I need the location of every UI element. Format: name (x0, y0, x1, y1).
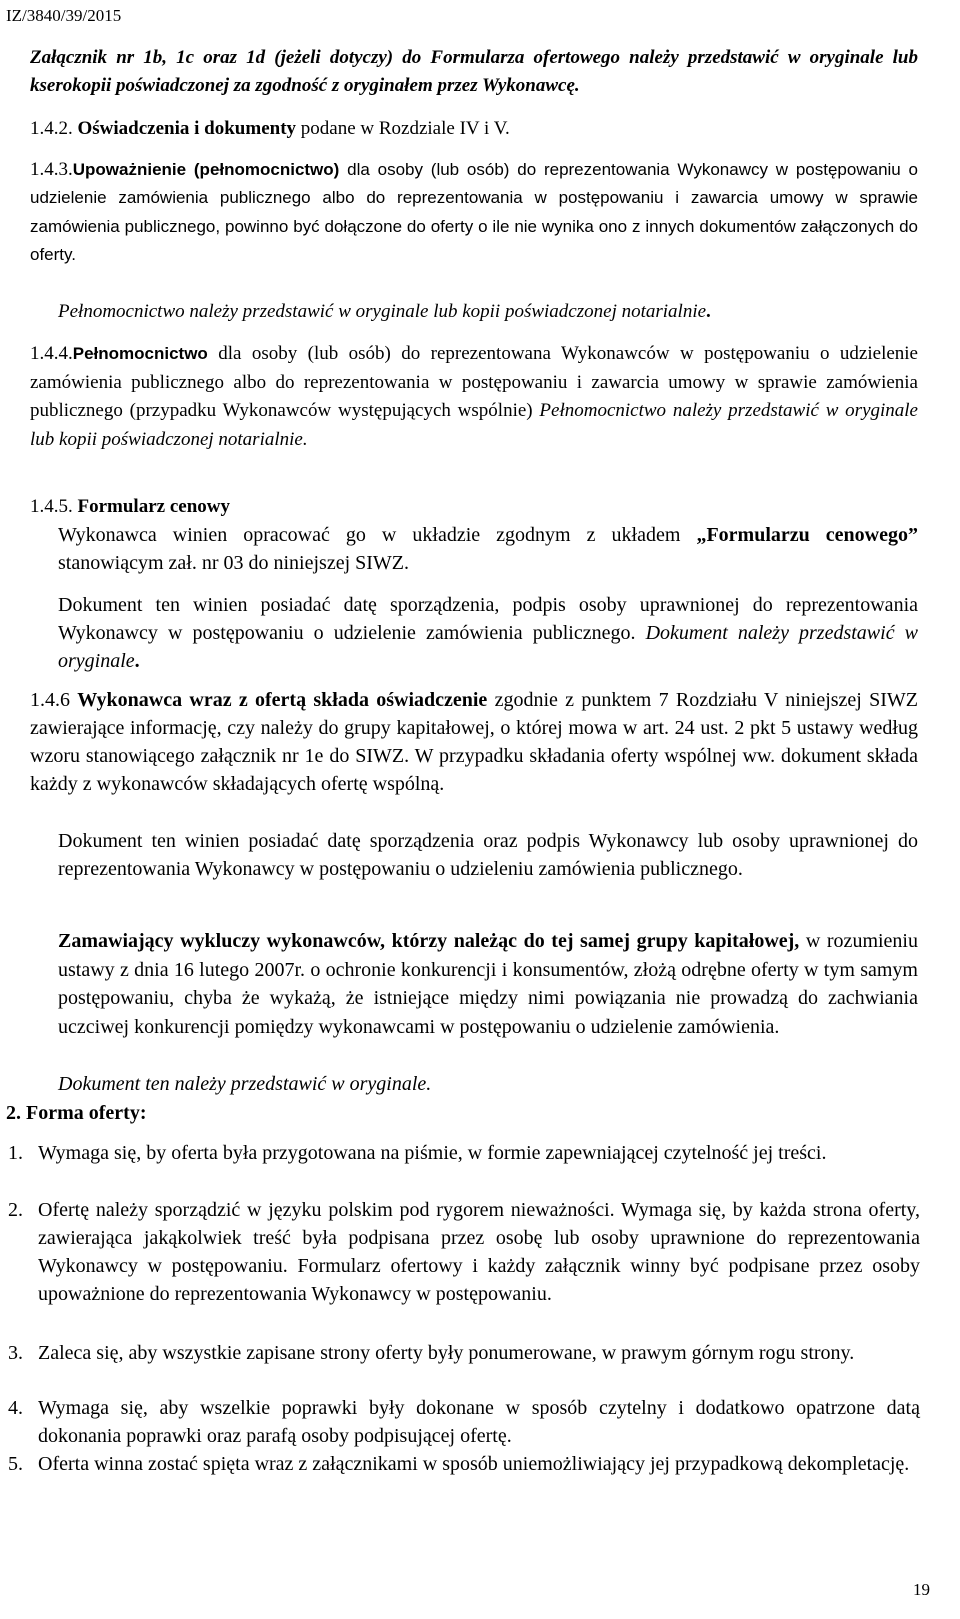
list-number: 3. (8, 1342, 23, 1364)
section-title: Wykonawca wraz z ofertą składa oświadczenie (77, 689, 488, 711)
p1-text-end: stanowiącym zał. nr 03 do niniejszej SIWZ. (58, 552, 410, 574)
list-item (8, 1450, 920, 1478)
p2-note: Dokument należy przedstawić w oryginale (58, 622, 919, 672)
list-item (8, 1394, 920, 1450)
section-1-4-6-p2: Dokument ten winien posiadać datę sporządzenia oraz podpis Wykonawcy lub osoby uprawnionej do reprezentowania Wykonawcy w postępowaniu o udzieleniu zamówienia publicznego. (58, 830, 918, 880)
list-number: 1. (8, 1142, 23, 1164)
p2-text: Dokument ten winien posiadać datę sporządzenia, podpis osoby uprawnionej do reprezentowania Wykonawcy w postępowaniu o udzielenie zamówienia publicznego. (58, 594, 918, 644)
list-item (8, 1339, 920, 1367)
section-text: zgodnie z punktem 7 Rozdziału V niniejszej SIWZ zawierające informację, czy należy do grupy kapitałowej, o której mowa w art. 24 ust. 2 pkt 5 ustawy według wzoru stanowiącego załącznik nr 1e do SIWZ. W przypadku składania oferty wspólnej ww. dokument składa każdy z wykonawców składających ofertę wspólną. (30, 689, 919, 795)
p1-bold: „Formularzu cenowego” (696, 524, 918, 546)
section-number: 1.4.3. (30, 159, 73, 180)
list-text: Ofertę należy sporządzić w języku polskim pod rygorem nieważności. Wymaga się, by każda strona oferty, zawierająca jakąkolwiek treść była podpisana przez osobę lub osoby uprawnione do reprezentowania Wykonawcy w postępowaniu. Formularz ofertowy i każdy załącznik winny być podpisane przez osoby upoważnione do reprezentowania Wykonawcy w postępowaniu. (38, 1199, 920, 1305)
list-number: 4. (8, 1397, 23, 1419)
section-number: 1.4.5. (30, 496, 73, 517)
list-item (8, 1196, 920, 1308)
list-text: Oferta winna zostać spięta wraz z załącznikami w sposób uniemożliwiający jej przypadkową dekompletację. (38, 1453, 910, 1475)
section-number: 1.4.2. (30, 118, 73, 139)
section-number: 1.4.4. (30, 343, 73, 364)
section-number: 1.4.6 (30, 689, 70, 711)
note-end: . (706, 301, 711, 322)
section-1-4-3-note (58, 298, 918, 326)
section-1-4-6-note: Dokument ten należy przedstawić w oryginale. (58, 1073, 432, 1095)
section-1-4-6-p3 (58, 927, 918, 1041)
section-2-heading: 2. Forma oferty: (6, 1102, 147, 1124)
section-1-4-5-heading (30, 493, 918, 521)
list-text: Wymaga się, by oferta była przygotowana na piśmie, w formie zapewniającej czytelność jej treści. (38, 1142, 827, 1164)
section-1-4-5-p2 (58, 591, 918, 675)
list-text: Zaleca się, aby wszystkie zapisane strony oferty były ponumerowane, w prawym górnym rogu strony. (38, 1342, 855, 1364)
list-text: Wymaga się, aby wszelkie poprawki były dokonane w sposób czytelny i dodatkowo opatrzone datą dokonania poprawki oraz parafą osoby podpisującej ofertę. (38, 1397, 920, 1447)
section-1-4-2 (30, 115, 918, 143)
note-text: Pełnomocnictwo należy przedstawić w oryginale lub kopii poświadczonej notarialnie (58, 301, 707, 322)
p2-end: . (134, 650, 140, 672)
section-title: Formularz cenowy (77, 496, 230, 517)
list-item (8, 1139, 920, 1167)
section-title: Upoważnienie (pełnomocnictwo) (72, 160, 340, 179)
list-number: 5. (8, 1453, 23, 1475)
section-text: dla osoby (lub osób) do reprezentowana Wykonawców w postępowaniu o udzielenie zamówienia publicznego albo do reprezentowania w postępowaniu i zawarcia umowy w sprawie zamówienia publicznego (przypadku Wykonawców występujących wspólnie) (30, 343, 918, 422)
intro-paragraph: Załącznik nr 1b, 1c oraz 1d (jeżeli dotyczy) do Formularza ofertowego należy przedstawić w oryginale lub kserokopii poświadczonej za zgodność z oryginałem przez Wykonawcę. (30, 47, 918, 96)
p3-bold: Zamawiający wykluczy wykonawców, którzy należąc do tej samej grupy kapitałowej, (58, 930, 800, 952)
section-1-4-5-p1 (58, 521, 918, 577)
p1-text: Wykonawca winien opracować go w układzie zgodnym z układem (58, 524, 697, 546)
section-title: Pełnomocnictwo (72, 344, 208, 363)
section-text: podane w Rozdziale IV i V. (296, 118, 510, 139)
section-1-4-6 (30, 686, 918, 798)
page-number: 19 (913, 1580, 930, 1599)
section-1-4-4 (30, 340, 918, 454)
section-text: dla osoby (lub osób) do reprezentowania Wykonawcy w postępowaniu o udzielenie zamówienia publicznego albo do reprezentowania w postępowaniu i zawarcia umowy w sprawie zamówienia publicznego, powinno być dołączone do oferty o ile nie wynika ono z innych dokumentów załączonych do oferty. (30, 160, 919, 264)
section-note: Pełnomocnictwo należy przedstawić w oryginale lub kopii poświadczonej notarialnie. (30, 400, 918, 450)
section-1-4-3 (30, 156, 918, 269)
p3-text: w rozumieniu ustawy z dnia 16 lutego 2007r. o ochronie konkurencji i konsumentów, złożą odrębne oferty w tym samym postępowaniu, chyba że wykażą, że istniejące między nimi powiązania nie prowadzą do zachwiania uczciwej konkurencji pomiędzy wykonawcami w postępowaniu o udzielenie zamówienia. (58, 930, 918, 1038)
list-number: 2. (8, 1199, 23, 1221)
document-reference: IZ/3840/39/2015 (6, 6, 122, 25)
section-title: Oświadczenia i dokumenty (77, 118, 297, 139)
